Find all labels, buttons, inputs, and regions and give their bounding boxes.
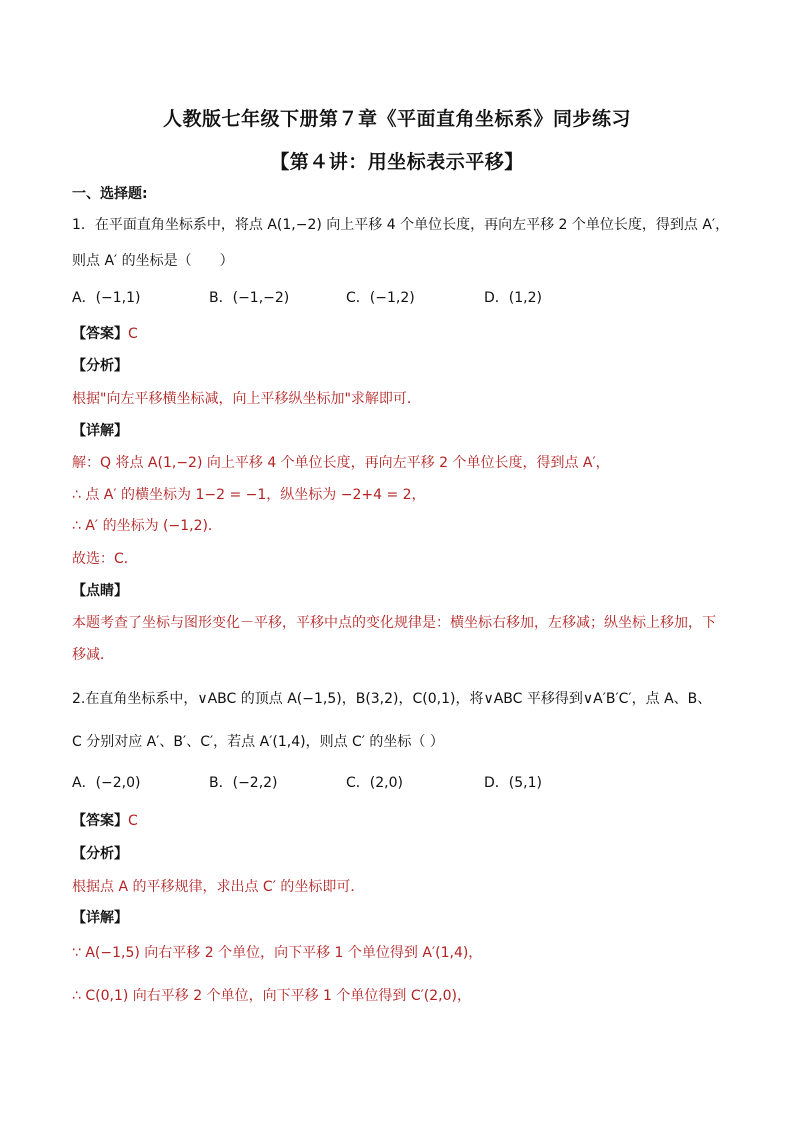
q1-detail-line4: 故选：C． <box>72 551 138 567</box>
q1-detail-line3: ∴ A′ 的坐标为 (−1,2)． <box>72 518 222 534</box>
q1-stem-line1: 1．在平面直角坐标系中，将点 A(1,−2) 向上平移 4 个单位长度，再向左平移 2 个单位长度，得到点 A′， <box>72 217 730 233</box>
q2-analysis-label: 【分析】 <box>72 846 128 862</box>
q2-stem-line1: 2.在直角坐标系中，∨ABC 的顶点 A(−1,5)，B(3,2)，C(0,1)，将∨ABC 平移得到∨A′B′C′，点 A、B、 <box>72 691 712 707</box>
q2-stem-line2: C 分别对应 A′、B′、C′，若点 A′(1,4)，则点 C′ 的坐标（ ） <box>72 734 444 750</box>
q1-comment-label: 【点睛】 <box>72 583 128 599</box>
q1-option-a: A．(−1,1) <box>72 290 141 306</box>
q1-detail-line1: 解：Q 将点 A(1,−2) 向上平移 4 个单位长度，再向左平移 2 个单位长度，得到点 A′， <box>72 455 610 471</box>
q1-answer-label: 【答案】 <box>72 326 128 342</box>
q1-detail-line2: ∴ 点 A′ 的横坐标为 1−2 = −1，纵坐标为 −2+4 = 2， <box>72 487 426 503</box>
q2-analysis-text: 根据点 A 的平移规律，求出点 C′ 的坐标即可． <box>72 879 365 895</box>
q1-detail-label: 【详解】 <box>72 423 128 439</box>
q2-option-b: B．(−2,2) <box>209 775 278 791</box>
page-title: 人教版七年级下册第７章《平面直角坐标系》同步练习 <box>162 108 631 130</box>
q2-option-c: C．(2,0) <box>346 775 403 791</box>
q1-option-c: C．(−1,2) <box>346 290 415 306</box>
q2-answer-label: 【答案】 <box>72 813 128 829</box>
q2-answer-value: C <box>128 813 138 829</box>
q1-option-b: B．(−1,−2) <box>209 290 290 306</box>
q1-answer-value: C <box>128 326 138 342</box>
q2-detail-line2: ∴ C(0,1) 向右平移 2 个单位，向下平移 1 个单位得到 C′(2,0)， <box>72 988 471 1004</box>
q2-detail-label: 【详解】 <box>72 910 128 926</box>
q1-analysis-label: 【分析】 <box>72 358 128 374</box>
q1-stem-line2: 则点 A′ 的坐标是（ ） <box>72 253 234 269</box>
q1-option-d: D．(1,2) <box>484 290 542 306</box>
section-heading: 一、选择题: <box>72 186 148 202</box>
q2-answer <box>72 810 138 830</box>
page-subtitle: 【第４讲：用坐标表示平移】 <box>270 151 524 173</box>
q2-option-a: A．(−2,0) <box>72 775 141 791</box>
q1-analysis-text: 根据"向左平移横坐标减，向上平移纵坐标加"求解即可． <box>72 391 421 407</box>
q2-detail-line1: ∵ A(−1,5) 向右平移 2 个单位，向下平移 1 个单位得到 A′(1,4)， <box>72 945 483 961</box>
q1-comment-line2: 移减． <box>72 647 114 663</box>
q2-option-d: D．(5,1) <box>484 775 542 791</box>
q1-comment-line1: 本题考查了坐标与图形变化－平移，平移中点的变化规律是：横坐标右移加，左移减；纵坐标上移加，下 <box>72 615 716 631</box>
q1-answer <box>72 323 138 343</box>
